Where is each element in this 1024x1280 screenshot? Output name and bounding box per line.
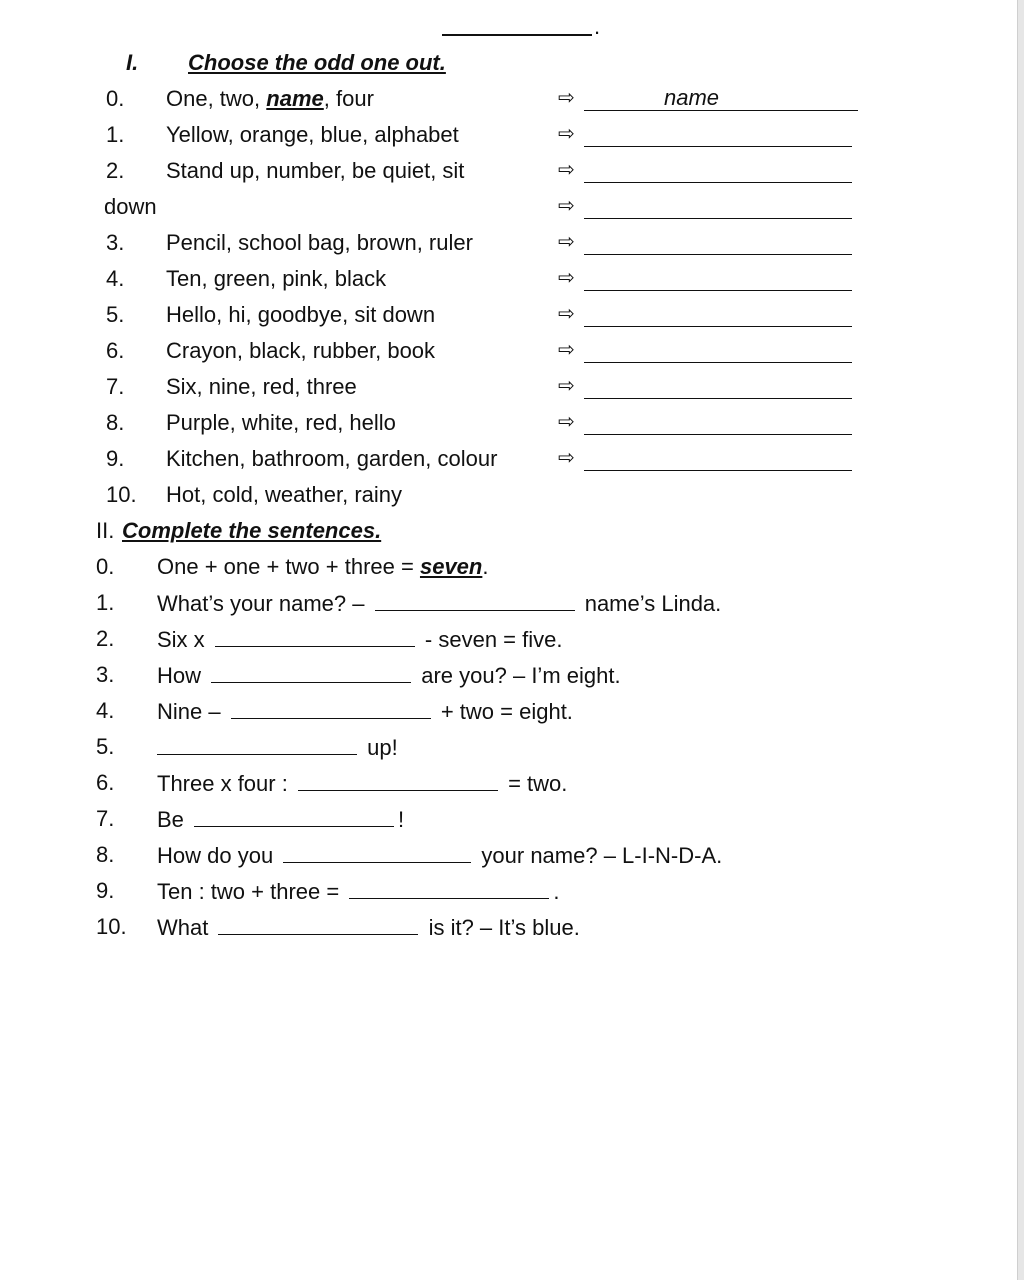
section-2-title: Complete the sentences. [122, 518, 382, 543]
item-number: 5. [106, 302, 125, 327]
answer-blank[interactable] [211, 662, 411, 683]
item-text: down [104, 194, 157, 219]
arrow-icon: ⇨ [558, 339, 575, 361]
answer-line-6[interactable] [584, 338, 852, 363]
answer-blank[interactable] [349, 878, 549, 899]
answer-line-7[interactable] [584, 374, 852, 399]
answer-line-0[interactable] [584, 86, 858, 111]
item-number: 5. [96, 734, 115, 759]
answer-example: name [664, 85, 720, 110]
item-number: 10. [96, 914, 127, 939]
item-number: 4. [106, 266, 125, 291]
sentence-text: Ten : two + three = . [157, 879, 560, 904]
answer-blank[interactable] [157, 734, 357, 755]
sentence-text: How do you your name? – L-I-N-D-A. [157, 843, 723, 868]
item-text: One, two, name, four [166, 86, 374, 111]
item-number: 9. [106, 446, 125, 471]
item-number: 0. [96, 554, 115, 579]
arrow-icon: ⇨ [558, 411, 575, 433]
section-1-title: Choose the odd one out. [188, 50, 446, 75]
item-text: Pencil, school bag, brown, ruler [166, 230, 473, 255]
top-blank-line[interactable] [442, 16, 592, 36]
item-number: 2. [96, 626, 115, 651]
answer-blank[interactable] [218, 914, 418, 935]
answer-line-2b[interactable] [584, 194, 852, 219]
item-text: Hello, hi, goodbye, sit down [166, 302, 436, 327]
item-number: 1. [96, 590, 115, 615]
section-2-heading [96, 518, 516, 548]
sentence-text: Be ! [157, 807, 405, 832]
answer-blank[interactable] [298, 770, 498, 791]
answer-line-1[interactable] [584, 122, 852, 147]
arrow-icon: ⇨ [558, 195, 575, 217]
item-number: 9. [96, 878, 115, 903]
arrow-icon: ⇨ [558, 123, 575, 145]
item-text: Yellow, orange, blue, alphabet [166, 122, 459, 147]
arrow-icon: ⇨ [558, 303, 575, 325]
page-edge [1017, 0, 1024, 1280]
section-1-heading [126, 50, 526, 78]
item-number: 6. [96, 770, 115, 795]
example-answer-emph: name [266, 86, 324, 111]
item-number: 4. [96, 698, 115, 723]
answer-line-2[interactable] [584, 158, 852, 183]
item-number: 8. [96, 842, 115, 867]
arrow-icon: ⇨ [558, 267, 575, 289]
arrow-icon: ⇨ [558, 447, 575, 469]
answer-blank[interactable] [231, 698, 431, 719]
section-1-number: I. [126, 50, 139, 75]
item-number: 2. [106, 158, 125, 183]
sentence-text: Six x - seven = five. [157, 627, 563, 652]
arrow-icon: ⇨ [558, 159, 575, 181]
section-2-number: II. [96, 518, 115, 543]
sentence-text: Three x four : = two. [157, 771, 568, 796]
item-number: 10. [106, 482, 137, 507]
sentence-text: One + one + two + three = seven. [157, 554, 489, 579]
answer-blank[interactable] [215, 626, 415, 647]
top-period: . [594, 14, 601, 39]
sentence-text: How are you? – I’m eight. [157, 663, 621, 688]
sentence-text: What is it? – It’s blue. [157, 915, 580, 940]
item-number: 3. [106, 230, 125, 255]
arrow-icon: ⇨ [558, 87, 575, 109]
sentence-text: Nine – + two = eight. [157, 699, 573, 724]
arrow-icon: ⇨ [558, 375, 575, 397]
item-number: 8. [106, 410, 125, 435]
answer-line-4[interactable] [584, 266, 852, 291]
item-number: 7. [96, 806, 115, 831]
answer-line-8[interactable] [584, 410, 852, 435]
answer-line-9[interactable] [584, 446, 852, 471]
item-text: Six, nine, red, three [166, 374, 357, 399]
item-number: 7. [106, 374, 125, 399]
answer-blank[interactable] [194, 806, 394, 827]
answer-blank[interactable] [283, 842, 471, 863]
item-text: Ten, green, pink, black [166, 266, 387, 291]
item-text: Stand up, number, be quiet, sit [166, 158, 465, 183]
answer-blank[interactable] [375, 590, 575, 611]
item-text: Crayon, black, rubber, book [166, 338, 436, 363]
item-number: 0. [106, 86, 125, 111]
sentence-text: up! [153, 734, 398, 761]
answer-line-3[interactable] [584, 230, 852, 255]
item-text: Hot, cold, weather, rainy [166, 482, 403, 507]
item-number: 1. [106, 122, 125, 147]
item-number: 6. [106, 338, 125, 363]
example-answer-emph: seven [419, 554, 483, 579]
item-text: Purple, white, red, hello [166, 410, 396, 435]
arrow-icon: ⇨ [558, 231, 575, 253]
item-text: Kitchen, bathroom, garden, colour [166, 446, 498, 471]
item-number: 3. [96, 662, 115, 687]
answer-line-5[interactable] [584, 302, 852, 327]
sentence-text: What’s your name? – name’s Linda. [157, 591, 722, 616]
